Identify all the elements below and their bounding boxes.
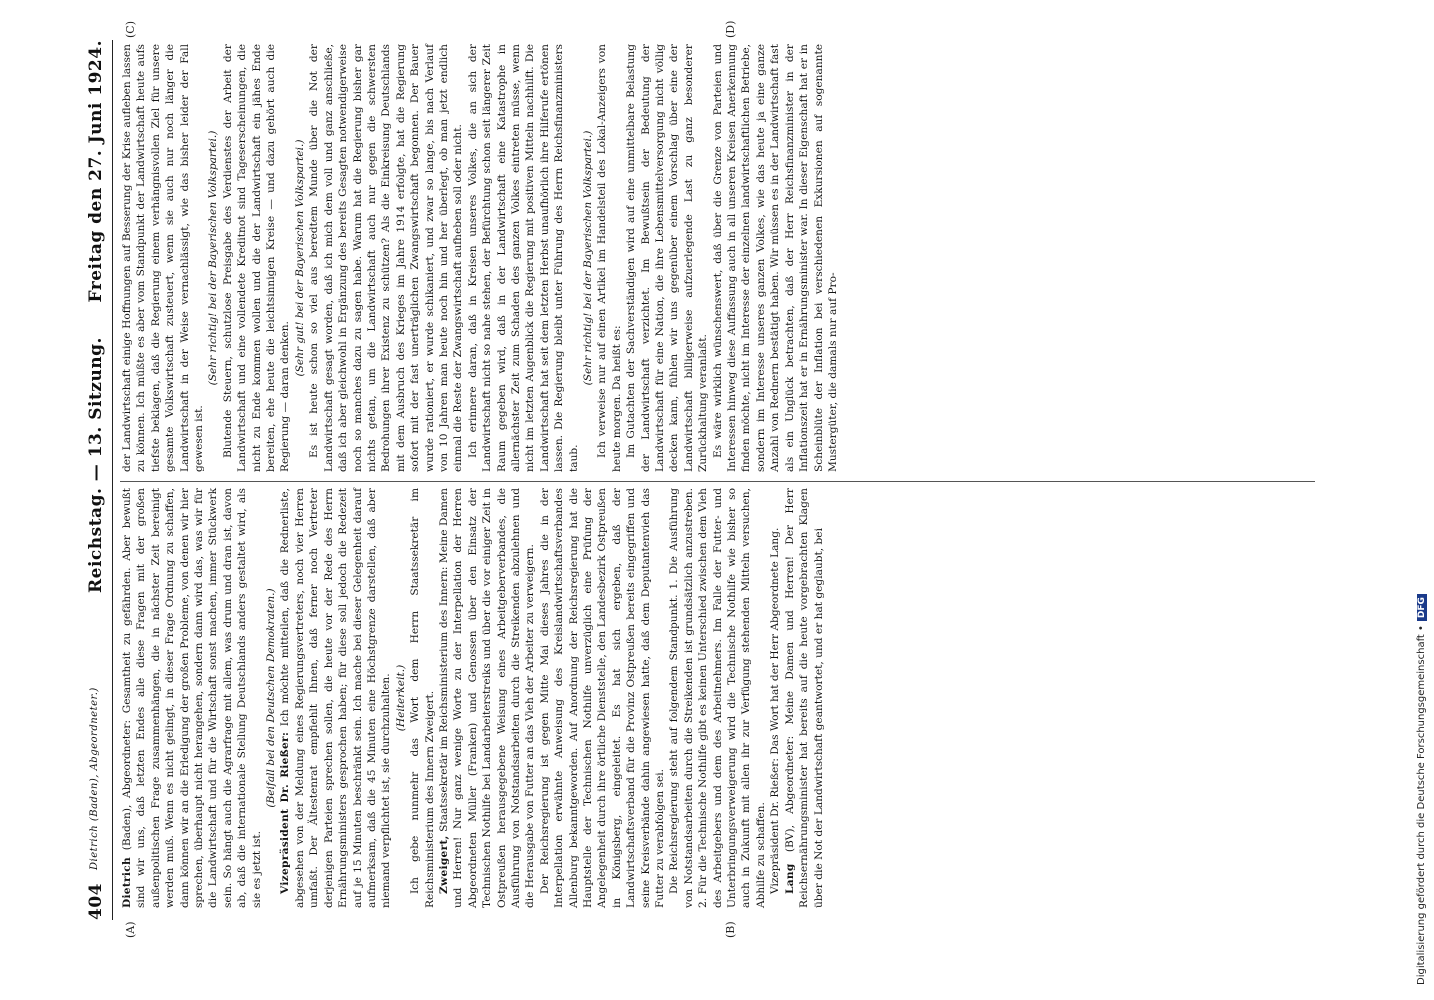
paragraph-text: Ich gebe nunmehr das Wort dem Herrn Staatssekretär im Reichsministerium des Innern Zweigert.	[409, 488, 436, 908]
paragraph	[221, 44, 293, 472]
applause-note: (Heiterkeit.)	[394, 664, 407, 732]
paragraph-text: Der Reichsregierung ist gegen Mitte Mai dieses Jahres die in der Interpellation erwähnte Anweisung des Kreislandwirtschaftsverbandes Allenburg bekanntgeworden. Auf Anordnung der Reichsregierung hat die Hauptstelle der Technischen Nothilfe unverzüglich eine Prüfung der Angelegenheit durch ihre örtliche Dienststelle, den Landesbezirk Ostpreußen in Königsberg, eingeleitet. Es hat sich ergeben, daß der Landwirtschaftsverband für die Provinz Ostpreußen bereits eingegriffen und seine Kreisverbände dahin angewiesen hatte, daß dem Deputantenvieh das Futter zu verabfolgen sei.	[538, 488, 667, 908]
session-date: Freitag den 27. Juni 1924.	[86, 40, 106, 303]
paragraph	[120, 44, 206, 472]
speaker-name: Zweigert,	[437, 835, 450, 894]
speaker-name: Lang	[783, 863, 796, 894]
paragraph-text: Es wäre wirklich wünschenswert, daß über die Grenze von Parteien und Interessen hinweg diese Auffassung auch in all unseren Kreisen Anerkennung finden möchte, nicht im Interesse der einzelnen landwirtschaftlichen Betriebe, sondern im Interesse unseres ganzen Volkes, wie das heute ja eine ganze Anzahl von Rednern bestätigt haben. Wir müssen es in der Landwirtschaft fast als ein Unglück betrachten, daß der Herr Reichsfinanzminister in der Inflationszeit hat er in Ernährungsminister war. In dieser Eigenschaft hat er in Scheinblüte der Inflation bei verschiedenen Exkursionen auf sogenannte Mustergüter, die damals nur auf Pro-	[711, 44, 839, 472]
paragraph	[538, 488, 668, 908]
dfg-notice	[1416, 594, 1427, 985]
paragraph	[783, 488, 826, 908]
paragraph	[667, 488, 768, 908]
paragraph-text: Vizepräsident Dr. Rießer: Das Wort hat der Herr Abgeordnete Lang.	[769, 527, 782, 894]
applause-note: (Sehr richtig! bei der Bayerischen Volkspartei.)	[582, 130, 594, 386]
paragraph-text: Ich erinnere daran, daß in Kreisen unseres Volkes, die an sich der Landwirtschaft nicht so nahe stehen, der Befürchtung schon seit längerer Zeit Raum gegeben wird, daß in der Landwirtschaft eine Katastrophe in allernächster Zeit zum Schaden des ganzen Volkes eintreten müsse, wenn nicht im letzten Augenblick die Regierung mit positiven Mitteln nachhilft. Die Landwirtschaft hat seit dem letzten Herbst unaufhörlich ihre Hilferufe ertönen lassen. Die Regierung bleibt unter Führung des Herrn Reichsfinanzministers taub.	[466, 44, 580, 472]
paragraph-text: Ich möchte mitteilen, daß die Rednerliste, abgesehen von der Meldung eines Regierungsvertreters, noch vier Herren umfaßt. Der Ältestenrat empfiehlt Ihnen, daß ferner noch Vertreter derjenigen Parteien sprechen sollen, die heute vor der Rede des Herrn Ernährungsministers gesprochen haben; für diese soll jedoch die Redezeit auf je 15 Minuten beschränkt sein. Ich mache bei dieser Gelegenheit darauf aufmerksam, daß die 45 Minuten eine Höchstgrenze darstellen, daß aber niemand verpflichtet ist, sie durchzuhalten.	[279, 488, 393, 908]
paragraph	[120, 488, 264, 908]
paragraph-text: (BV), Abgeordneter: Meine Damen und Herren! Der Herr Reichsernährungsminister hat bereits auf die heute vorgebrachten Klagen über die Not der Landwirtschaft geantwortet, und er hat geglaubt, bei	[783, 488, 825, 908]
paragraph	[595, 44, 624, 472]
applause-note: (Sehr gut! bei der Bayerischen Volkspartei.)	[293, 139, 306, 377]
margin-marker-b: (B)	[724, 921, 737, 938]
paragraph	[624, 44, 710, 472]
margin-marker-c: (C)	[124, 21, 137, 38]
rotated-newspaper-page	[84, 20, 1324, 938]
margin-marker-a: (A)	[124, 921, 137, 938]
right-column	[120, 44, 840, 472]
paragraph-text: Staatssekretär im Reichsministerium des Innern: Meine Damen und Herren! Nur ganz wenige Worte zu der Interpellation der Herren Abgeordneten Müller (Franken) und Genossen über den Einsatz der Technischen Nothilfe bei Landarbeiterstreiks und über die vor einiger Zeit in Ostpreußen herausgegebene Weisung eines Arbeitgeberverbandes, die Ausführung von Notstandsarbeiten durch die Streikenden abzulehnen und die Herausgabe von Futter an das Vieh der Arbeiter zu verweigern.	[437, 488, 537, 908]
session-title: Reichstag. — 13. Sitzung.	[86, 337, 106, 593]
paragraph-text: Die Reichsregierung steht auf folgendem Standpunkt. 1. Die Ausführung von Notstandsarbeiten durch die Streikenden ist grundsätzlich anzustreben. 2. Für die Technische Nothilfe gibt es keinen Unterschied zwischen dem Vieh des Arbeitgebers und dem des Arbeitnehmers. Im Falle der Futter- und Unterbringungsverweigerung wird die Technische Nothilfe wie bisher so auch in Zukunft mit allen ihr zur Verfügung stehenden Mitteln versuchen, Abhilfe zu schaffen.	[668, 488, 767, 908]
paragraph-text: (Baden), Abgeordneter: Gesamtheit zu gefährden. Aber bewußt sind wir uns, daß letzten Endes alle diese Fragen mit der großen außenpolitischen Frage zusammenhängen, die in nächster Zeit bereinigt werden muß. Wenn es nicht gelingt, in dieser Frage Ordnung zu schaffen, dann können wir an die Erledigung der großen Probleme, von denen wir hier sprechen, überhaupt nicht herangehen, sondern dann wird das, was wir für die Landwirtschaft und für die Wirtschaft sonst machen, immer Stückwerk sein. So hängt auch die Agrarfrage mit allem, was drum und dran ist, davon ab, daß die internationale Stellung Deutschlands anders gestaltet wird, als sie es jetzt ist.	[121, 488, 263, 908]
dfg-notice-text: Digitalisierung gefördert durch die Deutsche Forschungsgemeinschaft •	[1416, 625, 1427, 985]
paragraph-text: Ich verweise nur auf einen Artikel im Handelsteil des Lokal-Anzeigers von heute morgen. Da heißt es:	[596, 44, 623, 472]
speaker-name: Dietrich	[121, 856, 133, 908]
left-column	[120, 488, 826, 908]
paragraph	[466, 44, 581, 472]
paragraph	[307, 44, 465, 472]
paragraph-text: Blutende Steuern, schutzlose Preisgabe des Verdienstes der Arbeit der Landwirtschaft und eine vollendete Kreditnot sind Tageserscheinungen, die nicht zu Ende kommen wollen und die der Landwirtschaft ein jähes Ende bereiten, ehe heute die leichtsinnigen Kreise — und dazu gehört auch die Regierung — daran denken.	[221, 44, 292, 472]
column-divider	[120, 481, 1315, 482]
paragraph	[711, 44, 841, 472]
paragraph-text: Es ist heute schon so viel aus beredtem Munde über die Not der Landwirtschaft gesagt worden, daß ich mich dem voll und ganz anschließe, daß ich aber gleichwohl in Ergänzung des bereits Gesagten notwendigerweise noch so manches dazu zu sagen habe. Warum hat die Regierung bisher gar nichts getan, um die Landwirtschaft auch nur gegen die schwersten Bedrohungen ihrer Existenz zu schützen? Als die Einkreisung Deutschlands mit dem Ausbruch des Krieges im Jahre 1914 erfolgte, hat die Regierung sofort mit der fast unerträglichen Zwangswirtschaft begonnen. Der Bauer wurde rationiert, er wurde schikaniert, und zwar so lange, bis nach Verlauf von 10 Jahren man heute noch hin und her überlegt, ob man jetzt endlich einmal die Reste der Zwangswirtschaft aufheben soll oder nicht.	[308, 44, 465, 472]
applause-note: (Beifall bei den Deutschen Demokraten.)	[265, 588, 278, 808]
margin-marker-d: (D)	[724, 20, 737, 38]
page-header	[84, 40, 113, 920]
paragraph	[278, 488, 393, 908]
paragraph	[408, 488, 437, 908]
speaker-name: Vizepräsident Dr. Rießer:	[279, 731, 292, 894]
paragraph-text: der Landwirtschaft einige Hoffnungen auf Besserung der Krise aufleben lassen zu können. Ich müßte es aber vom Standpunkt der Landwirtschaft heute aufs tiefste beklagen, daß die Regierung einem verhängnisvollen Ziel für unsere gesamte Volkswirtschaft zusteuert, wenn sie auch nur noch länger die Landwirtschaft in der Weise vernachlässigt, wie das bisher leider der Fall gewesen ist.	[121, 44, 206, 472]
paragraph	[768, 488, 782, 908]
dfg-logo: DFG	[1417, 594, 1427, 621]
paragraph-text: Im Gutachten der Sachverständigen wird auf eine unmittelbare Belastung der Landwirtschaft verzichtet. Im Bewußtsein der Bedeutung der Landwirtschaft für eine Nation, die ihre Lebensmittelversorgung nicht völlig decken kann, fühlen wir uns gegenüber einem Vorschlag über eine der Landwirtschaft billigerweise aufzuerlegende Last zu ganz besonderer Zurückhaltung veranlaßt.	[625, 44, 710, 472]
page-number: 404	[86, 883, 106, 920]
paragraph	[437, 488, 538, 908]
applause-note: (Sehr richtig! bei der Bayerischen Volkspartei.)	[207, 130, 220, 386]
header-speaker-ref: Dietrich (Baden), Abgeordneter.)	[89, 687, 100, 870]
